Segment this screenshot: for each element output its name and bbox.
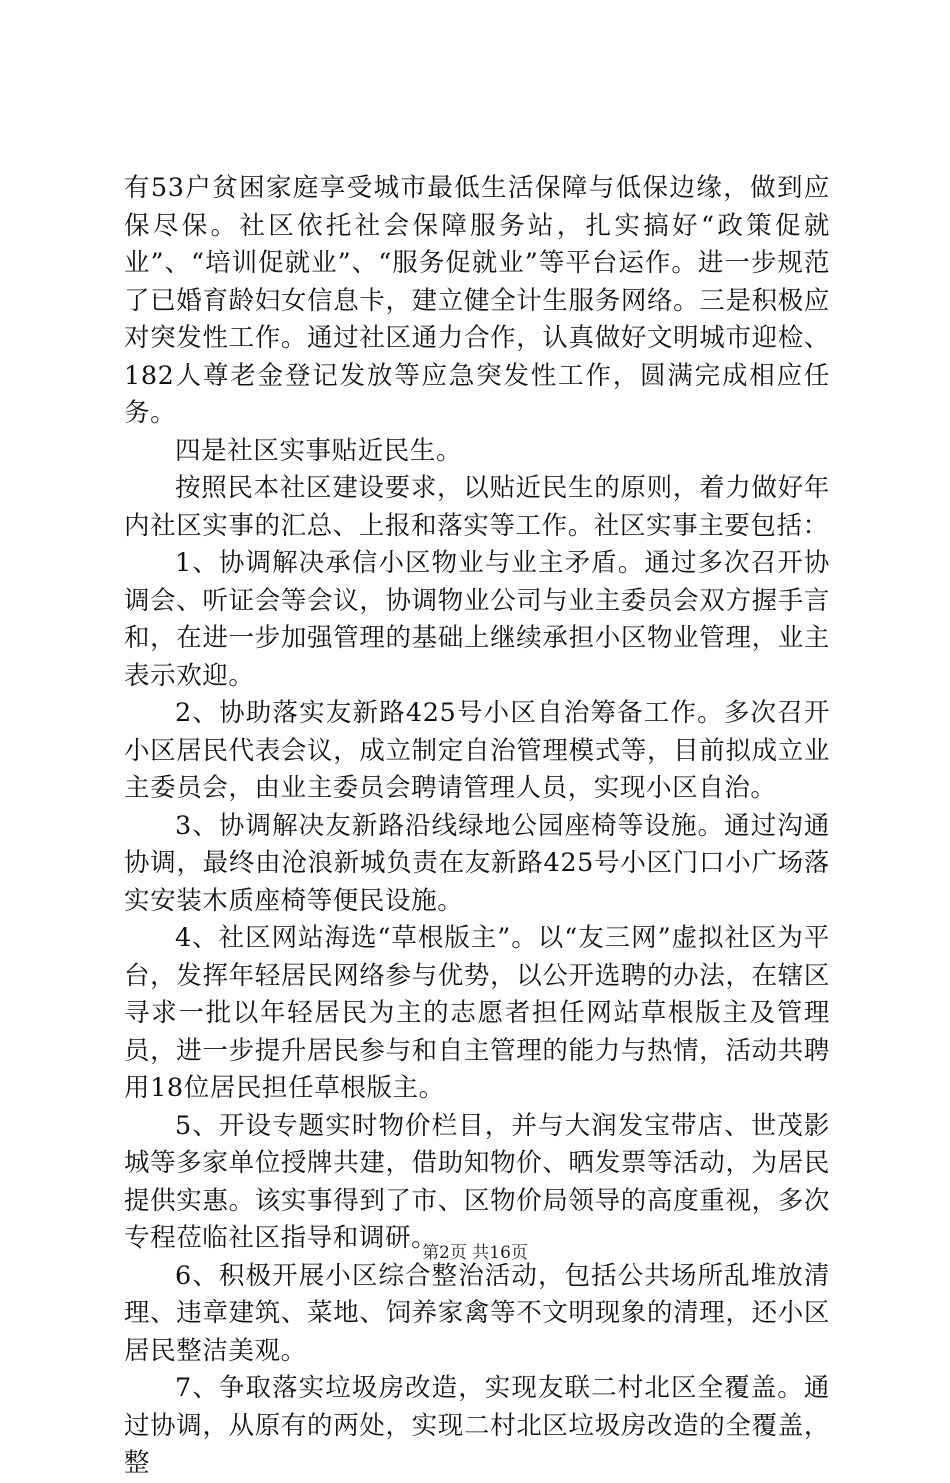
- paragraph-1: 有53户贫困家庭享受城市最低生活保障与低保边缘，做到应保尽保。社区依托社会保障服务站，扎实搞好“政策促就业”、“培训促就业”、“服务促就业”等平台运作。进一步规范了已婚育龄妇女信息卡，建立健全计生服务网络。三是积极应对突发性工作。通过社区通力合作，认真做好文明城市迎检、182人尊老金登记发放等应急突发性工作，圆满完成相应任务。: [124, 173, 830, 428]
- paragraph-4: 1、协调解决承信小区物业与业主矛盾。通过多次召开协调会、听证会等会议，协调物业公司与业主委员会双方握手言和，在进一步加强管理的基础上继续承担小区物业管理，业主表示欢迎。: [124, 548, 830, 691]
- paragraph-10: 7、争取落实垃圾房改造，实现友联二村北区全覆盖。通过协调，从原有的两处，实现二村北区垃圾房改造的全覆盖，整: [124, 1373, 830, 1478]
- paragraph-5: 2、协助落实友新路425号小区自治筹备工作。多次召开小区居民代表会议，成立制定自治管理模式等，目前拟成立业主委员会，由业主委员会聘请管理人员，实现小区自治。: [124, 698, 830, 803]
- paragraph-9: 6、积极开展小区综合整治活动，包括公共场所乱堆放清理、违章建筑、菜地、饲养家禽等不文明现象的清理，还小区居民整洁美观。: [124, 1260, 830, 1366]
- paragraph-2: 四是社区实事贴近民生。: [175, 435, 463, 466]
- document-body: [124, 170, 830, 1483]
- page-number-footer: 第2页 共16页: [422, 1243, 528, 1263]
- paragraph-8: 5、开设专题实时物价栏目，并与大润发宝带店、世茂影城等多家单位授牌共建，借助知物价、晒发票等活动，为居民提供实惠。该实事得到了市、区物价局领导的高度重视，多次专程莅临社区指导和调研。: [124, 1110, 830, 1253]
- paragraph-6: 3、协调解决友新路沿线绿地公园座椅等设施。通过沟通协调，最终由沧浪新城负责在友新路425号小区门口小广场落实安装木质座椅等便民设施。: [124, 810, 830, 916]
- paragraph-7: 4、社区网站海选“草根版主”。以“友三网”虚拟社区为平台，发挥年轻居民网络参与优势，以公开选聘的办法，在辖区寻求一批以年轻居民为主的志愿者担任网站草根版主及管理员，进一步提升居民参与和自主管理的能力与热情，活动共聘用18位居民担任草根版主。: [124, 923, 830, 1103]
- paragraph-3: 按照民本社区建设要求，以贴近民生的原则，着力做好年内社区实事的汇总、上报和落实等工作。社区实事主要包括：: [124, 473, 830, 541]
